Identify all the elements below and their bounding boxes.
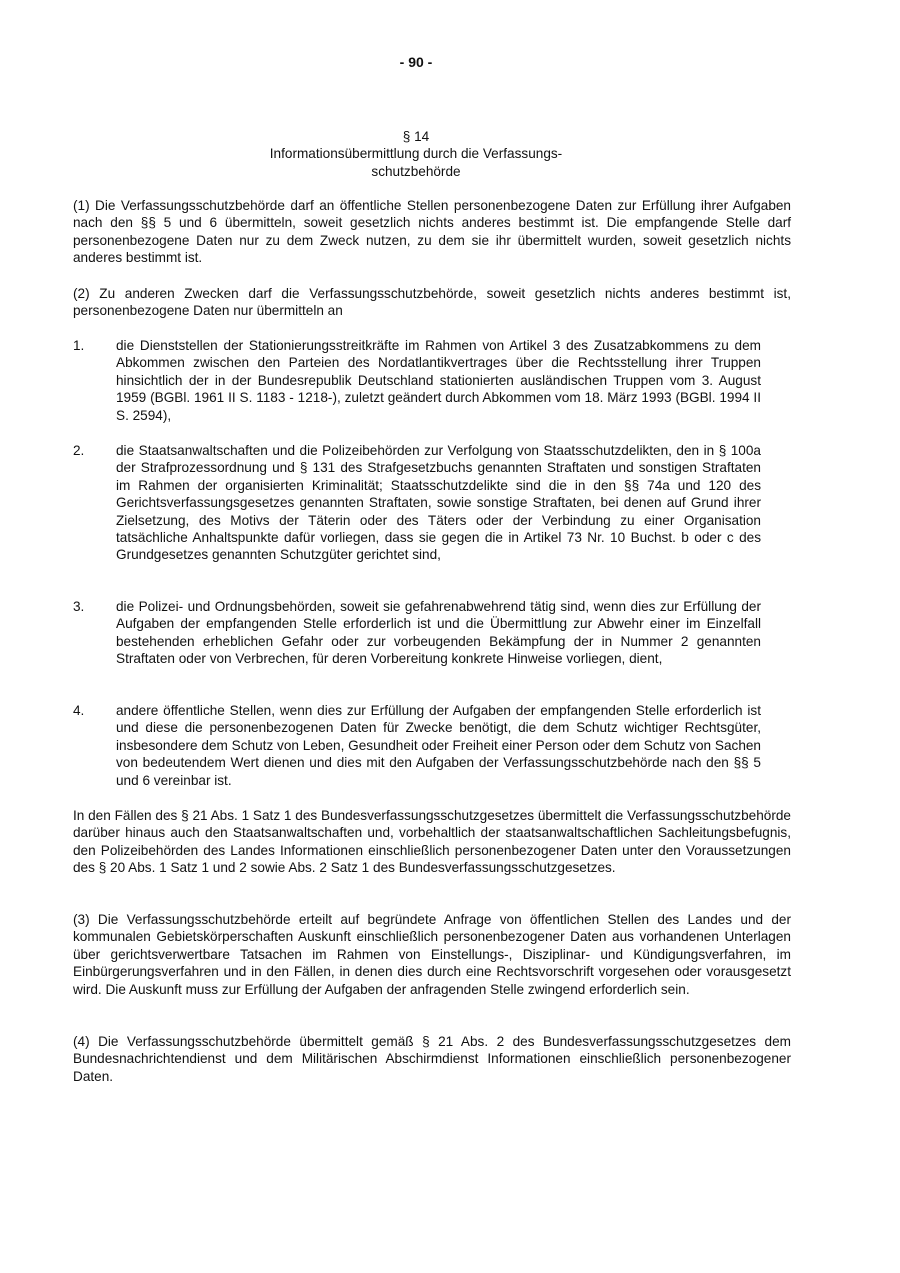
- list-item-number: 4.: [73, 703, 85, 718]
- list-item-number: 1.: [73, 338, 85, 353]
- list-item-number: 2.: [73, 443, 85, 458]
- list-item-text: die Dienststellen der Stationierungsstreitkräfte im Rahmen von Artikel 3 des Zusatzabkommens zu dem Abkommen zwischen den Parteien des Nordatlantikvertrages über die Rechtsstellung ihrer Truppen hinsichtlich der in der Bundesrepublik Deutschland stationierten ausländischen Truppen vom 3. August 1959 (BGBl. 1961 II S. 1183 - 1218-), zuletzt geändert durch Abkommen vom 18. März 1993 (BGBl. 1994 II S. 2594),: [116, 338, 761, 423]
- section-title-line-1: Informationsübermittlung durch die Verfassungs-: [269, 146, 563, 162]
- list-item-number: 3.: [73, 599, 85, 614]
- section-heading: [0, 128, 832, 180]
- section-title-line-2: schutzbehörde: [371, 163, 461, 179]
- paragraph-3: (3) Die Verfassungsschutzbehörde erteilt auf begründete Anfrage von öffentlichen Stellen des Landes und der kommunalen Gebietskörperschaften Auskunft einschließlich personenbezogener Daten aus vorhandenen Unterlagen über gerichtsverwertbare Tatsachen im Rahmen von Einstellungs-, Disziplinar- und Kündigungsverfahren, im Einbürgerungsverfahren und in den Fällen, in denen dies durch eine Rechtsvorschrift vorgesehen oder vorausgesetzt wird. Die Auskunft muss zur Erfüllung der Aufgaben der anfragenden Stelle zwingend erforderlich sein.: [73, 912, 791, 997]
- list-item-text: die Staatsanwaltschaften und die Polizeibehörden zur Verfolgung von Staatsschutzdelikten, den in § 100a der Strafprozessordnung und § 131 des Strafgesetzbuchs genannten Straftaten und sonstigen Straftaten im Rahmen der organisierten Kriminalität; Staatsschutzdelikte sind die in den §§ 74a und 120 des Gerichtsverfassungsgesetzes genannten Straftaten, sowie sonstige Straftaten, bei denen auf Grund ihrer Zielsetzung, des Motivs der Täterin oder des Täters oder der Verbindung zu einer Organisation tatsächliche Anhaltspunkte dafür vorliegen, dass sie gegen die in Artikel 73 Nr. 10 Buchst. b oder c des Grundgesetzes genannten Schutzgüter gerichtet sind,: [116, 443, 761, 563]
- paragraph-continuation: In den Fällen des § 21 Abs. 1 Satz 1 des Bundesverfassungsschutzgesetzes übermittelt die Verfassungsschutzbehörde darüber hinaus auch den Staatsanwaltschaften und, vorbehaltlich der staatsanwaltschaftlichen Sachleitungsbefugnis, den Polizeibehörden des Landes Informationen einschließlich personenbezogener Daten unter den Voraussetzungen des § 20 Abs. 1 Satz 1 und 2 sowie Abs. 2 Satz 1 des Bundesverfassungsschutzgesetzes.: [73, 808, 791, 876]
- list-item-text: andere öffentliche Stellen, wenn dies zur Erfüllung der Aufgaben der empfangenden Stelle erforderlich ist und diese die personenbezogenen Daten für Zwecke benötigt, die dem Schutz wichtiger Rechtsgüter, insbesondere dem Schutz von Leben, Gesundheit oder Freiheit einer Person oder dem Schutz von Sachen von bedeutendem Wert dienen und dies mit den Aufgaben der Verfassungsschutzbehörde nach den §§ 5 und 6 vereinbar ist.: [116, 703, 761, 788]
- page-number: - 90 -: [399, 54, 433, 70]
- paragraph-4: (4) Die Verfassungsschutzbehörde übermittelt gemäß § 21 Abs. 2 des Bundesverfassungsschutzgesetzes dem Bundesnachrichtendienst und dem Militärischen Abschirmdienst Informationen einschließlich personenbezogener Daten.: [73, 1034, 791, 1084]
- list-item-text: die Polizei- und Ordnungsbehörden, soweit sie gefahrenabwehrend tätig sind, wenn dies zur Erfüllung der Aufgaben der empfangenden Stelle erforderlich ist und die Übermittlung zur Abwehr einer im Einzelfall bestehenden erheblichen Gefahr oder zur vorbeugenden Bekämpfung der in Nummer 2 genannten Straftaten oder von Verbrechen, für deren Vorbereitung konkrete Hinweise vorliegen, dient,: [116, 599, 761, 667]
- paragraph-1: (1) Die Verfassungsschutzbehörde darf an öffentliche Stellen personenbezogene Daten zur Erfüllung ihrer Aufgaben nach den §§ 5 und 6 übermitteln, soweit gesetzlich nichts anderes bestimmt ist. Die empfangende Stelle darf personenbezogene Daten nur zu dem Zweck nutzen, zu dem sie ihr übermittelt wurden, soweit gesetzlich nichts anderes bestimmt ist.: [73, 198, 791, 266]
- paragraph-2: (2) Zu anderen Zwecken darf die Verfassungsschutzbehörde, soweit gesetzlich nichts anderes bestimmt ist, personenbezogene Daten nur übermitteln an: [73, 286, 791, 319]
- section-number: § 14: [402, 129, 430, 144]
